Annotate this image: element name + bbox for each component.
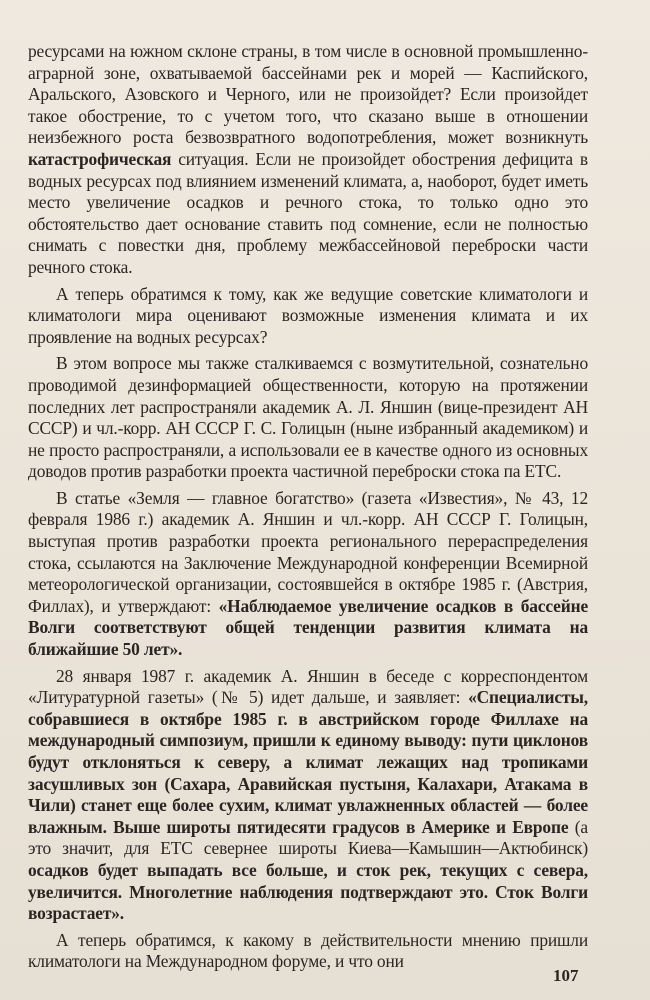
bold-text-run: катастрофическая [28,148,172,169]
paragraph [28,666,588,925]
text-run: 28 января 1987 г. академик А. Яншин в беседе с корреспондентом «Литуратурной газеты» (№ 5) идет дальше, и заявляет: [28,665,588,708]
paragraph [28,930,588,973]
paragraph [28,488,588,661]
paragraph [28,353,588,483]
paragraph [28,41,588,279]
text-run: В статье «Земля — главное богатство» (газета «Известия», № 43, 12 февраля 1986 г.) академик А. Яншин и чл.-корр. АН СССР Г. Голицын, выступая против разработки проекта регионального перераспределения стока, ссылаются на Заключение Международной конференции Всемирной метеорологической организации, состоявшейся в октябре 1985 г. (Австрия, Филлах), и утверждают: [28,487,588,616]
text-run: А теперь обратимся к тому, как же ведущие советские климатологи и климатологи мира оценивают возможные изменения климата и их проявление на водных ресурсах? [28,283,588,347]
bold-text-run: «Специалисты, собравшиеся в октябре 1985 г. в австрийском городе Филлахе на международный симпозиум, пришли к единому выводу: пути циклонов будут отклоняться к северу, а климат лежащих над тропиками засушливых зон (Сахара, Аравийская пустыня, Калахари, Атакама в Чили) станет еще более сухим, климат увлажненных областей — более влажным. Выше широты пятидесяти градусов в Америке и Европе [28,687,588,837]
paragraph [28,284,588,349]
body-text [28,41,588,973]
page-number: 107 [553,966,579,985]
text-run: ресурсами на южном склоне страны, в том числе в основной промышленно-аграрной зоне, охватываемой бассейнами рек и морей — Каспийского, Аральского, Азовского и Черного, или не произойдет? Если произойдет такое обострение, то с учетом того, что сказано выше в отношении неизбежного роста безвозвратного водопотребления, может возникнуть [28,41,588,148]
text-run: А теперь обратимся, к какому в действительности мнению пришли климатологи на Международном форуме, и что они [28,929,588,972]
text-run: В этом вопросе мы также сталкиваемся с возмутительной, сознательно проводимой дезинформацией общественности, которую на протяжении последних лет распространяли академик А. Л. Яншин (вице-президент АН СССР) и чл.-корр. АН СССР Г. С. Голицын (ныне избранный академиком) и не просто распространяли, а использовали ее в качестве одного из основных доводов против разработки проекта частичной переброски стока па ЕТС. [28,353,588,482]
bold-text-run: «Наблюдаемое увеличение осадков в бассейне Волги соответствуют общей тенденции развития климата на ближайшие 50 лет». [28,595,589,660]
text-run: ситуация. Если не произойдет обострения дефицита в водных ресурсах под влиянием изменений климата, а, наоборот, будет иметь место увеличение осадков и речного стока, то только одно это обстоятельство дает основание ставить под сомнение, если не полностью снимать с повестки дня, проблему межбассейновой переброски части речного стока. [28,148,588,277]
bold-text-run: осадков будет выпадать все больше, и сток рек, текущих с севера, увеличится. Многолетние наблюдения подтверждают это. Сток Волги возрастает». [28,859,588,924]
text-run: (а это значит, для ЕТС севернее широты Киева—Камышин—Актюбинск) [28,816,588,859]
